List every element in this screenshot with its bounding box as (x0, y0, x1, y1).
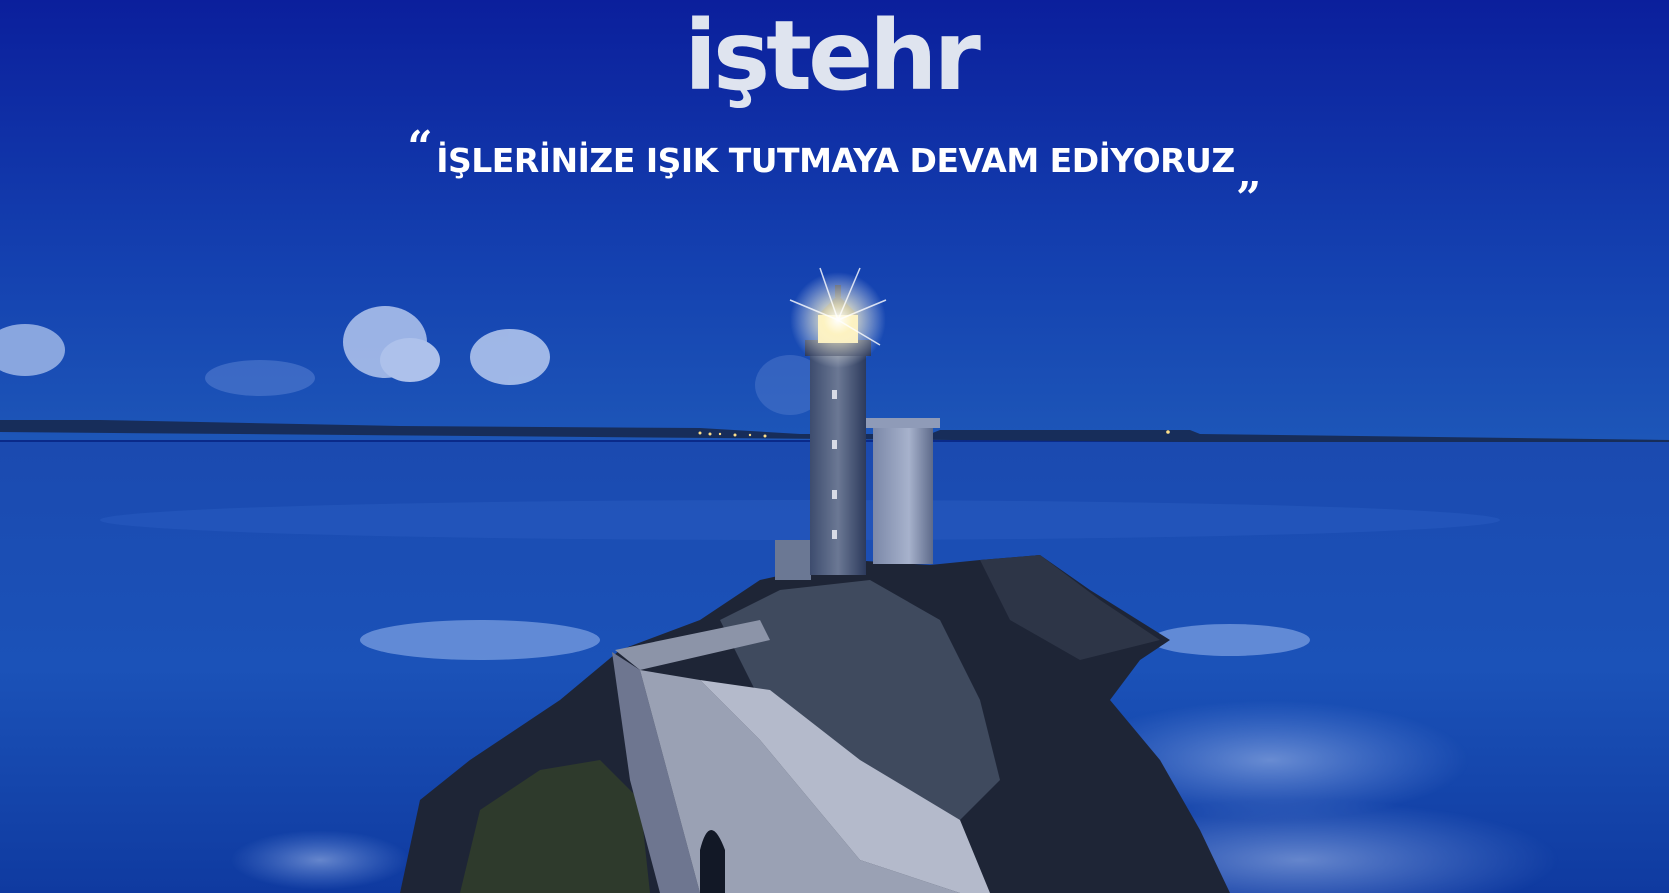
open-quote: “ (407, 122, 433, 173)
close-quote: „ (1236, 148, 1262, 199)
slogan-text: İŞLERİNİZE IŞIK TUTMAYA DEVAM EDİYORUZ (436, 141, 1235, 180)
brand-logo (0, 0, 1669, 112)
slogan (0, 122, 1669, 199)
logo-text: iştehr (684, 0, 977, 112)
